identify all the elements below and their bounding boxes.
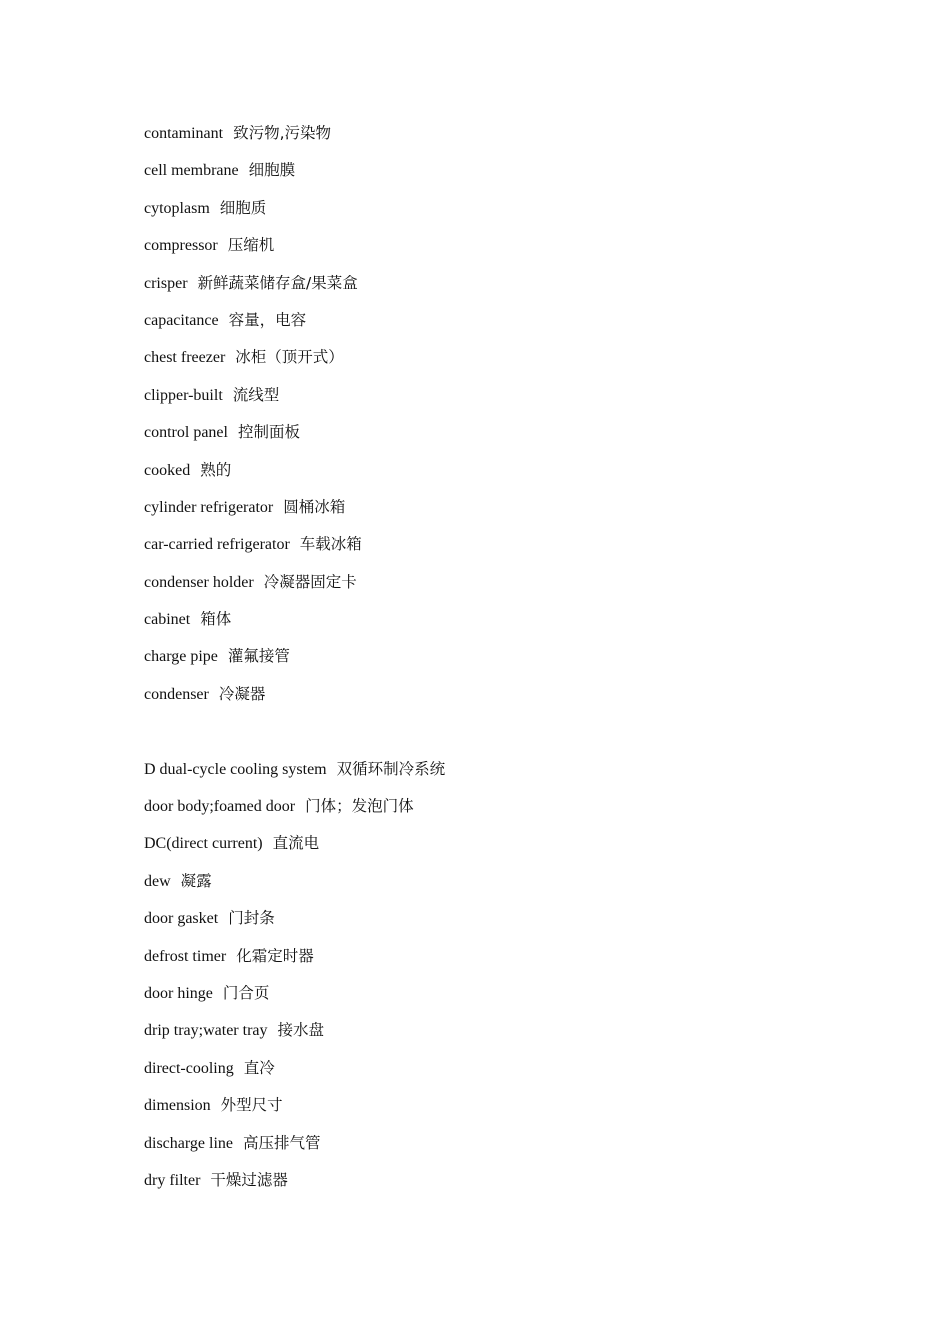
entry-translation: 控制面板 [237, 423, 300, 442]
glossary-section-c [144, 122, 844, 705]
entry-translation: 箱体 [200, 610, 232, 629]
section-spacer [144, 720, 844, 757]
entry-term: compressor [144, 237, 218, 255]
entry-term: drip tray;water tray [144, 1022, 268, 1040]
glossary-entry [144, 122, 844, 144]
entry-term: cooked [144, 461, 191, 479]
entry-translation: 外型尺寸 [220, 1096, 283, 1115]
entry-translation: 双循环制冷系统 [336, 759, 446, 778]
entry-translation: 直流电 [272, 834, 320, 853]
glossary-entry [144, 272, 844, 294]
glossary-entry [144, 1057, 844, 1079]
glossary-entry [144, 1019, 844, 1041]
entry-translation: 车载冰箱 [299, 535, 362, 554]
entry-term: door body;foamed door [144, 798, 296, 816]
entry-term: condenser holder [144, 573, 254, 591]
entry-translation: 门封条 [228, 909, 275, 928]
entry-term: charge pipe [144, 648, 218, 666]
entry-translation: 冰柜（顶开式） [235, 348, 344, 367]
entry-term: discharge line [144, 1134, 234, 1152]
entry-translation: 接水盘 [277, 1021, 325, 1040]
glossary-entry [144, 982, 844, 1004]
entry-translation: 门合页 [222, 983, 270, 1002]
entry-term: control panel [144, 424, 228, 442]
entry-term: condenser [144, 685, 209, 703]
glossary-entry [144, 234, 844, 256]
entry-term: dimension [144, 1097, 211, 1115]
glossary-entry [144, 608, 844, 630]
entry-translation: 细胞质 [219, 198, 267, 217]
entry-term: direct-cooling [144, 1059, 234, 1077]
glossary-entry [144, 645, 844, 667]
entry-translation: 致污物,污染物 [233, 124, 332, 142]
entry-term: dry filter [144, 1171, 201, 1189]
entry-term: door hinge [144, 984, 213, 1002]
glossary-entry [144, 309, 844, 331]
glossary-entry [144, 1094, 844, 1116]
glossary-section-d [144, 758, 844, 1191]
glossary-entry [144, 683, 844, 705]
glossary-entry [144, 459, 844, 481]
entry-term: chest freezer [144, 349, 226, 367]
entry-term: door gasket [144, 910, 219, 928]
glossary-entry [144, 421, 844, 443]
glossary-entry [144, 533, 844, 555]
entry-translation: 直冷 [243, 1058, 275, 1077]
entry-term: car-carried refrigerator [144, 536, 290, 554]
glossary-entry [144, 384, 844, 406]
glossary-entry [144, 758, 844, 780]
entry-translation: 化霜定时器 [236, 946, 314, 965]
entry-term: contaminant [144, 125, 224, 142]
entry-term: capacitance [144, 311, 219, 329]
entry-term: defrost timer [144, 947, 227, 965]
entry-term: D dual-cycle cooling system [144, 760, 327, 778]
glossary-entry [144, 945, 844, 967]
entry-term: cell membrane [144, 162, 239, 180]
glossary-entry [144, 496, 844, 518]
entry-term: cylinder refrigerator [144, 498, 274, 516]
glossary-list [144, 122, 844, 1206]
entry-translation: 门体；发泡门体 [305, 797, 414, 816]
entry-term: dew [144, 872, 171, 890]
glossary-entry [144, 159, 844, 181]
glossary-entry [144, 907, 844, 929]
entry-translation: 凝露 [180, 871, 212, 890]
entry-translation: 干燥过滤器 [210, 1170, 288, 1189]
glossary-entry [144, 346, 844, 368]
glossary-entry [144, 1132, 844, 1154]
entry-translation: 流线型 [232, 385, 280, 404]
entry-translation: 新鲜蔬菜储存盒/果菜盒 [197, 273, 358, 292]
entry-term: clipper-built [144, 386, 223, 404]
entry-translation: 冷凝器固定卡 [263, 572, 357, 591]
entry-translation: 压缩机 [227, 236, 275, 255]
glossary-entry [144, 571, 844, 593]
glossary-entry [144, 1169, 844, 1191]
entry-term: DC(direct current) [144, 835, 263, 853]
entry-term: crisper [144, 274, 188, 292]
entry-translation: 灌氟接管 [227, 647, 290, 666]
glossary-entry [144, 197, 844, 219]
entry-term: cytoplasm [144, 199, 210, 217]
entry-translation: 冷凝器 [218, 684, 266, 703]
glossary-entry [144, 795, 844, 817]
glossary-entry [144, 870, 844, 892]
entry-term: cabinet [144, 611, 191, 629]
entry-translation: 容量，电容 [228, 310, 307, 329]
entry-translation: 熟的 [200, 460, 232, 479]
entry-translation: 高压排气管 [243, 1133, 321, 1152]
entry-translation: 细胞膜 [248, 161, 296, 180]
glossary-entry [144, 832, 844, 854]
entry-translation: 圆桶冰箱 [283, 497, 346, 516]
